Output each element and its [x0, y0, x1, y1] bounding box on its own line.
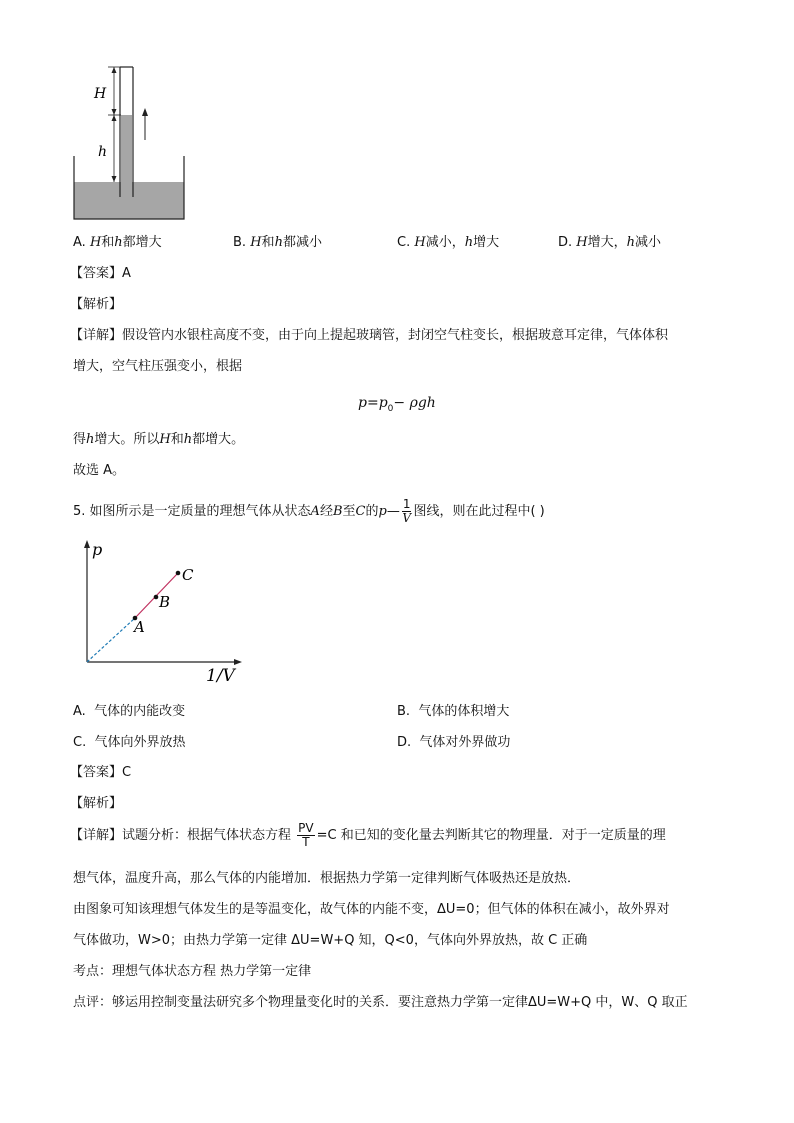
point-C: [176, 571, 181, 576]
label-h: h: [98, 144, 108, 160]
q4-option-d: D. H增大，h减小: [558, 235, 662, 250]
q4-detail-line2: 增大，空气柱压强变小，根据: [73, 359, 243, 374]
q5-kaodian: 考点：理想气体状态方程 热力学第一定律: [73, 964, 312, 979]
x-axis-label: 1/V: [206, 666, 235, 686]
tube-diagram: [68, 60, 193, 225]
label-B: B: [159, 593, 171, 611]
q4-analysis-tag: 【解析】: [70, 297, 123, 312]
q4-detail-line1: 【详解】假设管内水银柱高度不变，由于向上提起玻璃管，封闭空气柱变长，根据玻意耳定律，气体体积: [70, 328, 669, 343]
q5-detail-line4: 气体做功，W>0；由热力学第一定律 ΔU=W+Q 知，Q<0，气体向外界放热，故 C 正确: [73, 933, 588, 948]
q5-detail-line2: 想气体，温度升高，那么气体的内能增加．根据热力学第一定律判断气体吸热还是放热．: [73, 871, 581, 886]
p-inverse-v-graph: [78, 538, 248, 688]
q4-result: 得h增大。所以H和h都增大。: [73, 432, 245, 447]
label-A: A: [134, 618, 145, 636]
y-axis-label: p: [92, 540, 103, 559]
q4-formula: $p=p_0- \rho gh$: [358, 395, 436, 414]
q4-option-c: C. H减小，h增大: [397, 235, 500, 250]
dashed-extension: [87, 618, 135, 662]
q5-option-d: D. 气体对外界做功: [397, 735, 511, 750]
q5-stem: 5. 如图所示是一定质量的理想气体从状态A经B至C的p— $\frac{1}{V}$ 图线，则在此过程中( ): [73, 497, 545, 525]
tube-mercury: [121, 115, 132, 182]
point-B: [154, 595, 159, 600]
q5-option-c: C. 气体向外界放热: [73, 735, 186, 750]
q5-dianping: 点评：够运用控制变量法研究多个物理量变化时的关系．要注意热力学第一定律ΔU=W+Q 中，W、Q 取正: [73, 995, 688, 1010]
q5-detail-line3: 由图象可知该理想气体发生的是等温变化，故气体的内能不变，ΔU=0；但气体的体积在减小，故外界对: [73, 902, 670, 917]
q4-option-a: A. H和h都增大: [73, 235, 162, 250]
q5-option-b: B. 气体的体积增大: [397, 704, 510, 719]
label-C: C: [182, 566, 194, 584]
label-H: H: [94, 86, 107, 102]
q5-answer: 【答案】C: [70, 765, 132, 780]
q5-detail-line1: 【详解】试题分析：根据气体状态方程 $\frac{PV}{T}$ =C 和已知的变化量去判断其它的物理量．对于一定质量的理: [70, 821, 666, 849]
q4-choose: 故选 A。: [73, 463, 126, 478]
q4-answer: 【答案】A: [70, 266, 131, 281]
q4-option-b: B. H和h都减小: [233, 235, 322, 250]
q5-analysis-tag: 【解析】: [70, 796, 123, 811]
q5-option-a: A. 气体的内能改变: [73, 704, 186, 719]
